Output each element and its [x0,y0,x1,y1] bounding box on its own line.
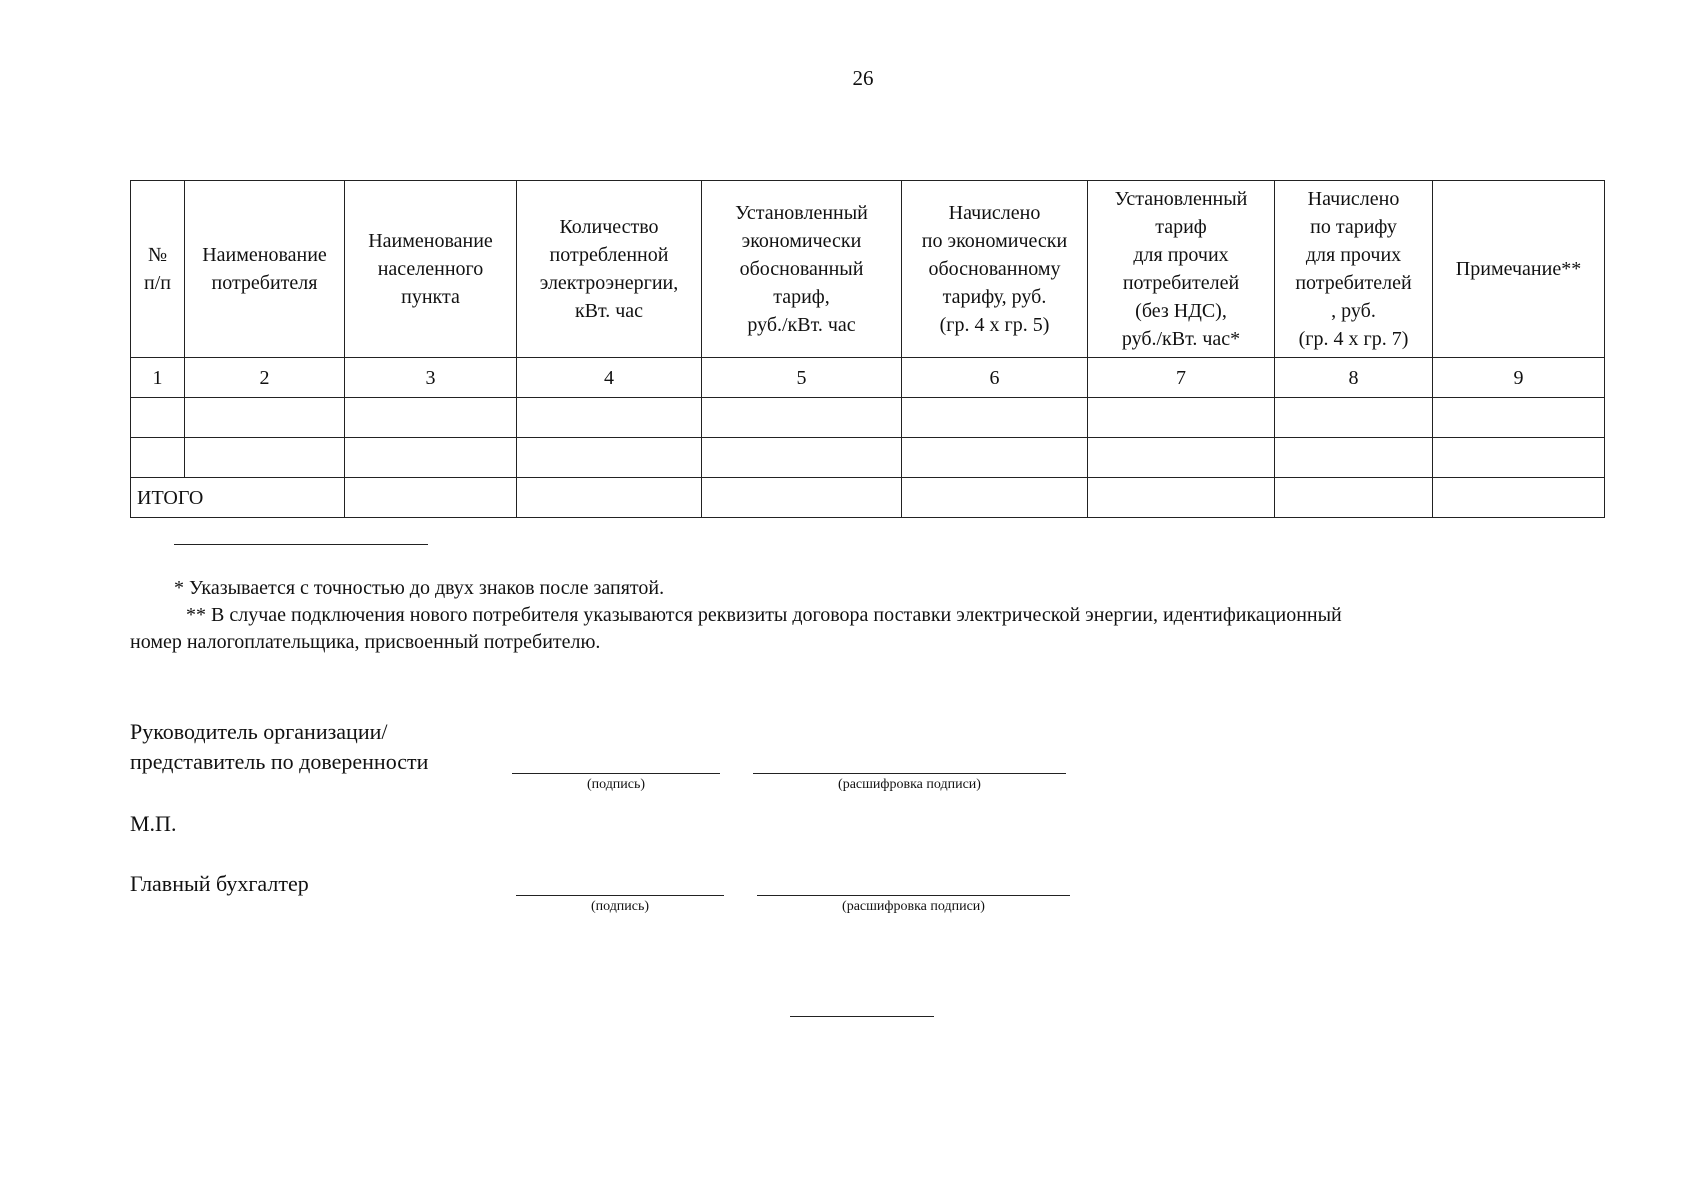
accountant-signature-caption: (подпись) [590,899,650,914]
total-cell[interactable] [1433,478,1605,518]
empty-cell[interactable] [902,438,1088,478]
accountant-title: Главный бухгалтер [130,871,309,896]
table-row [131,398,1605,438]
total-cell[interactable] [345,478,517,518]
empty-cell[interactable] [1088,438,1275,478]
column-number-cell: 9 [1433,358,1605,398]
column-number-cell: 2 [185,358,345,398]
accountant-name-line[interactable] [757,895,1070,896]
column-number-cell: 3 [345,358,517,398]
column-number-cell: 8 [1275,358,1433,398]
table-row [131,438,1605,478]
head-name-caption: (расшифровка подписи) [838,777,981,792]
column-number-cell: 4 [517,358,702,398]
total-row [131,478,1605,518]
header-cell: Наименование населенного пункта [345,181,517,358]
column-number-cell: 6 [902,358,1088,398]
footnote-2-line-2: номер налогоплательщика, присвоенный потребителю. [130,631,601,653]
empty-cell[interactable] [1088,398,1275,438]
head-signature-caption: (подпись) [586,777,646,792]
empty-cell[interactable] [185,398,345,438]
empty-cell[interactable] [1433,438,1605,478]
end-separator [790,1016,934,1017]
footnote-1: * Указывается с точностью до двух знаков после запятой. [174,577,665,599]
header-cell: Количество потребленной электроэнергии, кВт. час [517,181,702,358]
empty-cell[interactable] [517,438,702,478]
empty-cell[interactable] [1275,438,1433,478]
head-title-line-1: Руководитель организации/ [130,719,388,744]
empty-cell[interactable] [1433,398,1605,438]
total-cell[interactable] [1088,478,1275,518]
empty-cell[interactable] [1275,398,1433,438]
empty-cell[interactable] [131,438,185,478]
column-number-cell: 1 [131,358,185,398]
header-cell: Примечание** [1433,181,1605,358]
total-cell[interactable] [702,478,902,518]
total-cell[interactable] [902,478,1088,518]
head-title-line-2: представитель по доверенности [130,749,429,774]
total-label: ИТОГО [131,478,345,518]
empty-cell[interactable] [902,398,1088,438]
header-cell: Установленный экономически обоснованный тариф, руб./кВт. час [702,181,902,358]
column-number-row [131,358,1605,398]
empty-cell[interactable] [702,438,902,478]
empty-cell[interactable] [345,398,517,438]
header-cell: Наименование потребителя [185,181,345,358]
empty-cell[interactable] [131,398,185,438]
empty-cell[interactable] [345,438,517,478]
footnote-separator [174,544,428,545]
column-number-cell: 7 [1088,358,1275,398]
accountant-signature-line[interactable] [516,895,724,896]
empty-cell[interactable] [517,398,702,438]
header-cell: № п/п [131,181,185,358]
header-cell: Начислено по тарифу для прочих потребителей , руб. (гр. 4 х гр. 7) [1275,181,1433,358]
table-header-row [131,181,1605,358]
total-cell[interactable] [517,478,702,518]
column-number-cell: 5 [702,358,902,398]
footnote-2-line-1: ** В случае подключения нового потребителя указываются реквизиты договора поставки электрической энергии, идентификационный [186,604,1342,626]
header-cell: Установленный тариф для прочих потребителей (без НДС), руб./кВт. час* [1088,181,1275,358]
page-number: 26 [852,66,874,90]
report-table [130,180,1605,518]
stamp-placeholder: М.П. [130,811,177,836]
header-cell: Начислено по экономически обоснованному тарифу, руб. (гр. 4 х гр. 5) [902,181,1088,358]
empty-cell[interactable] [185,438,345,478]
empty-cell[interactable] [702,398,902,438]
head-signature-line[interactable] [512,773,720,774]
head-name-line[interactable] [753,773,1066,774]
total-cell[interactable] [1275,478,1433,518]
accountant-name-caption: (расшифровка подписи) [842,899,985,914]
